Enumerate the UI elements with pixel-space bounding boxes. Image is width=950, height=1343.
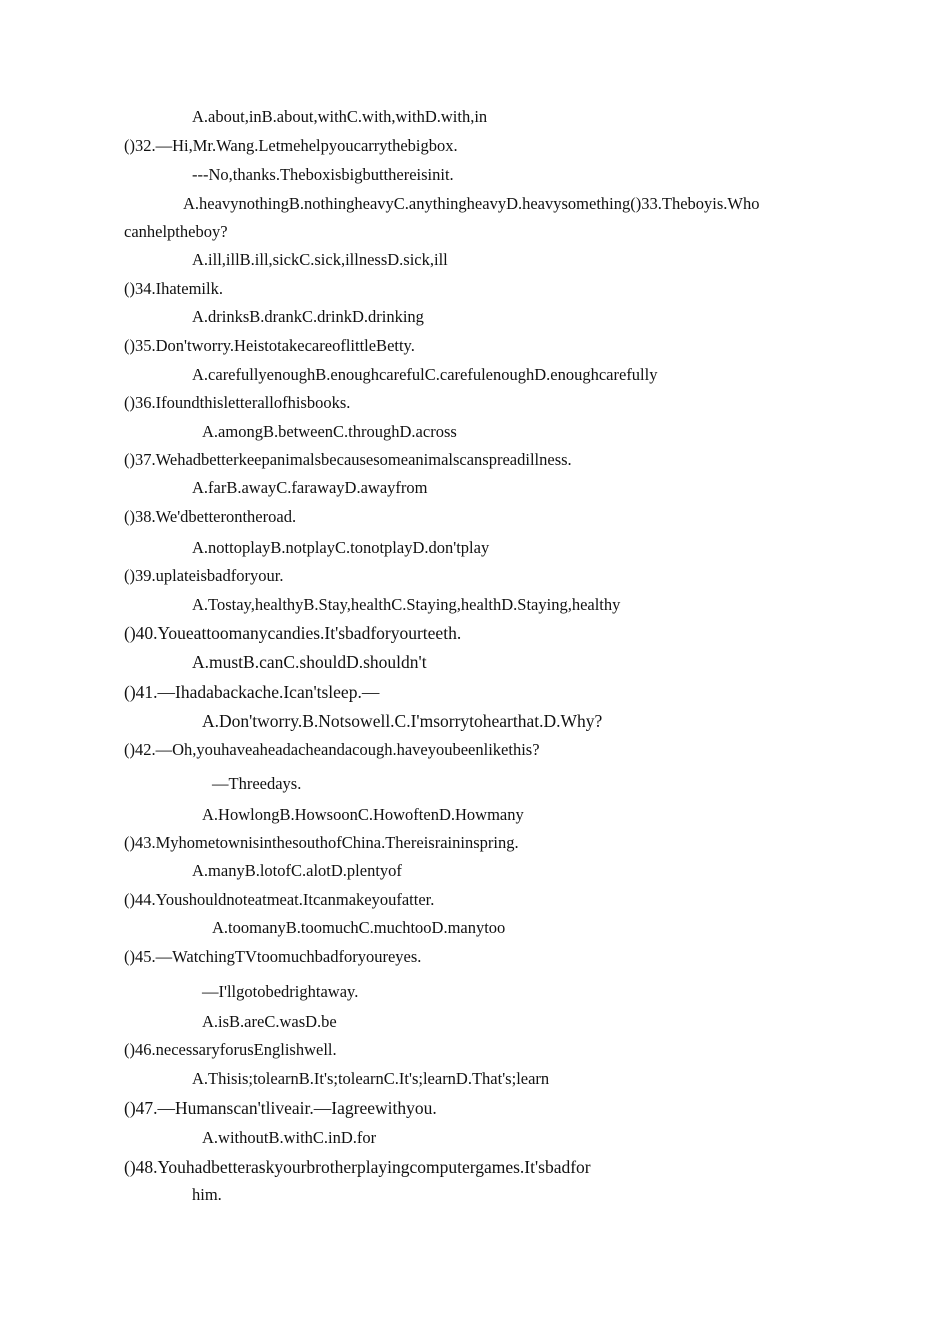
q47-options: A.withoutB.withC.inD.for — [202, 1128, 377, 1147]
q41-options: A.Don'tworry.B.Notsowell.C.I'msorrytohearthat.D.Why? — [202, 711, 603, 731]
q34-question: ()34.Ihatemilk. — [124, 279, 223, 298]
q43-question: ()43.MyhometownisinthesouthofChina.Thereisraininspring. — [124, 833, 519, 852]
q44-question: ()44.Youshouldnoteatmeat.Itcanmakeyoufatter. — [124, 890, 435, 909]
q39-question: ()39.uplateisbadforyour. — [124, 566, 284, 585]
q43-options: A.manyB.lotofC.alotD.plentyof — [192, 861, 402, 880]
q38-options: A.nottoplayB.notplayC.tonotplayD.don'tplay — [192, 538, 490, 557]
q46-question: ()46.necessaryforusEnglishwell. — [124, 1040, 337, 1059]
q45-dialogue: —I'llgotobedrightaway. — [202, 982, 359, 1001]
q40-question: ()40.Youeattoomanycandies.It'sbadforyourteeth. — [124, 623, 462, 643]
q42-options: A.HowlongB.HowsoonC.HowoftenD.Howmany — [202, 805, 524, 824]
q33-continuation: canhelptheboy? — [124, 222, 228, 241]
q32-question: ()32.—Hi,Mr.Wang.Letmehelpyoucarrythebigbox. — [124, 136, 458, 155]
q38-question: ()38.We'dbetterontheroad. — [124, 507, 297, 526]
q34-options: A.drinksB.drankC.drinkD.drinking — [192, 307, 424, 326]
q41-question: ()41.—Ihadabackache.Ican'tsleep.— — [124, 682, 380, 702]
q36-options: A.amongB.betweenC.throughD.across — [202, 422, 457, 441]
q42-question: ()42.—Oh,youhaveaheadacheandacough.haveyoubeenlikethis? — [124, 740, 540, 759]
q42-dialogue: —Threedays. — [212, 774, 302, 793]
q44-options: A.toomanyB.toomuchC.muchtooD.manytoo — [212, 918, 506, 937]
q31-options: A.about,inB.about,withC.with,withD.with,in — [192, 107, 488, 126]
q45-options: A.isB.areC.wasD.be — [202, 1012, 337, 1031]
q47-question: ()47.—Humanscan'tliveair.—Iagreewithyou. — [124, 1098, 437, 1118]
q40-options: A.mustB.canC.shouldD.shouldn't — [192, 652, 427, 672]
q35-options: A.carefullyenoughB.enoughcarefulC.carefulenoughD.enoughcarefully — [192, 365, 658, 384]
q48-continuation: him. — [192, 1185, 222, 1204]
q37-options: A.farB.awayC.farawayD.awayfrom — [192, 478, 428, 497]
q32-options: A.heavynothingB.nothingheavyC.anythingheavyD.heavysomething()33.Theboyis.Who — [183, 194, 760, 213]
q45-question: ()45.—WatchingTVtoomuchbadforyoureyes. — [124, 947, 422, 966]
q36-question: ()36.Ifoundthisletterallofhisbooks. — [124, 393, 351, 412]
q35-question: ()35.Don'tworry.HeistotakecareoflittleBetty. — [124, 336, 415, 355]
q37-question: ()37.Wehadbetterkeepanimalsbecausesomeanimalscanspreadillness. — [124, 450, 572, 469]
q32-dialogue: ---No,thanks.Theboxisbigbutthereisinit. — [192, 165, 454, 184]
q48-question: ()48.Youhadbetteraskyourbrotherplayingcomputergames.It'sbadfor — [124, 1157, 591, 1177]
q39-options: A.Tostay,healthyB.Stay,healthC.Staying,healthD.Staying,healthy — [192, 595, 621, 614]
q33-options: A.ill,illB.ill,sickC.sick,illnessD.sick,ill — [192, 250, 448, 269]
q46-options: A.Thisis;tolearnB.It's;tolearnC.It's;learnD.That's;learn — [192, 1069, 550, 1088]
